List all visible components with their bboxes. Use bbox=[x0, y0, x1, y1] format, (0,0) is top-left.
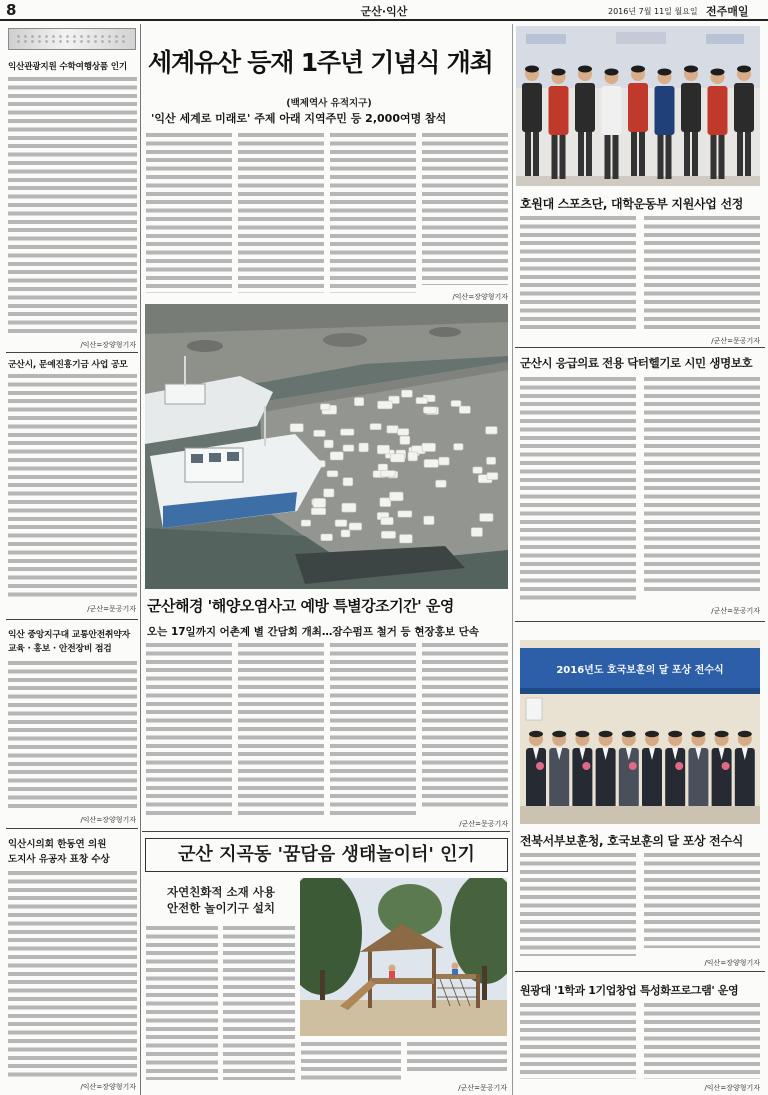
tourism-headline: 익산관광지원 수학여행상품 인기 bbox=[8, 62, 128, 72]
playground-photo bbox=[300, 878, 507, 1036]
sandbag bbox=[398, 429, 409, 436]
tourism-byline: /익산=장양형기자 bbox=[80, 341, 136, 349]
sandbag bbox=[400, 436, 410, 444]
sandbag bbox=[424, 459, 438, 467]
top-story-kicker: (백제역사 유적지구) bbox=[286, 98, 372, 109]
recipient-hair bbox=[738, 731, 752, 737]
athlete-hair bbox=[684, 66, 698, 73]
sandbag bbox=[311, 508, 325, 515]
sandbag bbox=[439, 457, 449, 465]
sandbag bbox=[473, 467, 483, 474]
left-column-divider bbox=[140, 24, 141, 1095]
athlete-leg bbox=[525, 130, 531, 176]
right-article-divider bbox=[515, 621, 765, 622]
top-story-body-col1 bbox=[146, 133, 232, 293]
athlete-hair bbox=[605, 69, 619, 76]
sandbag bbox=[341, 530, 350, 537]
center-article-divider bbox=[142, 831, 510, 832]
athlete-jacket bbox=[681, 83, 701, 132]
athlete-leg bbox=[533, 130, 539, 176]
harbor-photo bbox=[145, 304, 508, 589]
athlete-hair bbox=[711, 69, 725, 76]
right-article-divider bbox=[515, 971, 765, 972]
athlete-leg bbox=[711, 133, 717, 179]
sandbag bbox=[387, 426, 398, 434]
top-story-headline: 세계유산 등재 1주년 기념식 개최 bbox=[148, 48, 493, 77]
sports-byline: /군산=문공기자 bbox=[711, 337, 760, 345]
sports-body-col1 bbox=[520, 216, 636, 333]
recipient-hair bbox=[575, 731, 589, 737]
athlete-leg bbox=[578, 130, 584, 176]
helicopter-headline: 군산시 응급의료 전용 닥터헬기로 시민 생명보호 bbox=[520, 356, 753, 370]
playground-headline: 군산 지곡동 '꿈담음 생태놀이터' 인기 bbox=[178, 844, 475, 865]
athlete-leg bbox=[666, 133, 672, 179]
athlete-leg bbox=[719, 133, 725, 179]
athlete-hair bbox=[737, 66, 751, 73]
sandbag bbox=[335, 520, 347, 527]
athlete-leg bbox=[737, 130, 743, 176]
athlete-hair bbox=[525, 66, 539, 73]
helicopter-body-col2 bbox=[644, 377, 760, 595]
athlete-jacket bbox=[734, 83, 754, 132]
arts-fund-headline: 군산시, 문예진흥기금 사업 공모 bbox=[8, 360, 128, 370]
sandbag bbox=[330, 452, 343, 460]
athlete-hair bbox=[552, 69, 566, 76]
sandbag bbox=[451, 401, 461, 407]
section-logo bbox=[8, 28, 136, 50]
athlete-leg bbox=[586, 130, 592, 176]
playground-body-col1 bbox=[146, 926, 218, 1080]
top-story-subhead: '익산 세계로 미래로' 주제 아래 지역주민 등 2,000여명 참석 bbox=[151, 112, 447, 125]
sandbag bbox=[381, 531, 395, 538]
athlete-leg bbox=[658, 133, 664, 179]
sandbag bbox=[320, 404, 330, 410]
sandbag bbox=[380, 498, 391, 507]
sandbag bbox=[422, 443, 436, 451]
veterans-byline: /익산=장양형기자 bbox=[704, 959, 760, 967]
council-award-headline-line1: 익산시의회 한동연 의원 bbox=[8, 839, 107, 850]
sandbag bbox=[381, 471, 395, 477]
flower-bouquet bbox=[582, 762, 590, 770]
university-byline: /익산=장양형기자 bbox=[704, 1084, 760, 1092]
sandbag bbox=[390, 492, 404, 501]
veterans-body-col2 bbox=[644, 853, 760, 948]
page-number: 8 bbox=[6, 1, 17, 19]
university-body-col1 bbox=[520, 1003, 636, 1079]
recipient-hair bbox=[622, 731, 636, 737]
sandbag bbox=[343, 478, 353, 486]
university-headline: 원광대 '1학과 1기업창업 특성화프로그램' 운영 bbox=[520, 984, 739, 997]
recipient-hair bbox=[715, 731, 729, 737]
sandbag bbox=[402, 390, 413, 397]
university-body-col2 bbox=[644, 1003, 760, 1079]
coast-guard-subhead: 오는 17일까지 어촌계 별 간담회 개최…잠수펌프 철거 등 현장홍보 단속 bbox=[147, 626, 479, 638]
athlete-jacket bbox=[549, 86, 569, 135]
sandbag bbox=[327, 471, 338, 477]
sandbag bbox=[398, 511, 412, 517]
sandbag bbox=[459, 406, 470, 413]
award-ceremony-image bbox=[520, 640, 760, 824]
playground-body-col4 bbox=[407, 1042, 507, 1072]
top-story-body-col4 bbox=[422, 133, 508, 285]
sandbag bbox=[324, 489, 334, 497]
top-story-body-col2 bbox=[238, 133, 324, 293]
harbor-photo-image bbox=[145, 304, 508, 589]
playground-subhead bbox=[146, 884, 296, 916]
sandbag bbox=[487, 457, 496, 464]
sandbag bbox=[486, 427, 498, 435]
sandbag bbox=[424, 516, 434, 525]
arts-fund-byline: /군산=문공기자 bbox=[87, 605, 136, 613]
arts-fund-body bbox=[8, 374, 137, 601]
coast-guard-body-col1 bbox=[146, 643, 232, 816]
sandbag bbox=[359, 443, 369, 452]
header-rule bbox=[0, 19, 768, 21]
athlete-hair bbox=[578, 66, 592, 73]
flower-bouquet bbox=[536, 762, 544, 770]
athlete-leg bbox=[684, 130, 690, 176]
athlete-jacket bbox=[655, 86, 675, 135]
recipient-hair bbox=[552, 731, 566, 737]
flower-bouquet bbox=[629, 762, 637, 770]
athlete-leg bbox=[552, 133, 558, 179]
sandbag bbox=[378, 401, 393, 409]
coast-guard-body-col2 bbox=[238, 643, 324, 816]
playground-body-col2 bbox=[223, 926, 295, 1080]
sandbag bbox=[342, 503, 356, 512]
athlete-jacket bbox=[522, 83, 542, 132]
top-story-body-col3 bbox=[330, 133, 416, 293]
playground-subhead-line1: 자연친화적 소재 사용 bbox=[167, 885, 275, 899]
coast-guard-headline: 군산해경 '해양오염사고 예방 특별강조기간' 운영 bbox=[147, 597, 454, 615]
sandbag bbox=[480, 514, 494, 522]
athlete-leg bbox=[605, 133, 611, 179]
athlete-jacket bbox=[602, 86, 622, 135]
athletes-photo bbox=[516, 26, 760, 186]
left-article-divider bbox=[6, 352, 138, 353]
traffic-safety-headline-line1: 익산 중앙지구대 교통안전취약자 bbox=[8, 630, 130, 640]
paper-name: 전주매일 bbox=[706, 5, 749, 18]
athlete-leg bbox=[745, 130, 751, 176]
athletes-photo-image bbox=[516, 26, 760, 186]
helicopter-body-col1 bbox=[520, 377, 636, 603]
veterans-body-col1 bbox=[520, 853, 636, 956]
sandbag bbox=[354, 398, 363, 406]
athlete-leg bbox=[639, 130, 645, 176]
sandbag bbox=[324, 440, 333, 448]
traffic-safety-byline: /익산=장양형기자 bbox=[80, 816, 136, 824]
helicopter-byline: /군산=문공기자 bbox=[711, 607, 760, 615]
council-award-body bbox=[8, 871, 137, 1078]
flower-bouquet bbox=[675, 762, 683, 770]
sandbag bbox=[313, 498, 326, 507]
sandbag bbox=[487, 473, 498, 480]
traffic-safety-headline bbox=[8, 628, 138, 656]
sandbag bbox=[408, 452, 418, 461]
section-title: 군산·익산 bbox=[360, 5, 408, 18]
council-award-headline-line2: 도지사 유공자 표창 수상 bbox=[8, 854, 110, 865]
sandbag bbox=[416, 397, 427, 403]
tourism-body bbox=[8, 77, 137, 337]
sandbag bbox=[400, 535, 413, 544]
sandbag bbox=[377, 445, 389, 454]
left-article-divider bbox=[6, 619, 138, 620]
sandbag bbox=[301, 520, 311, 526]
award-ceremony-photo bbox=[520, 640, 760, 824]
right-column-divider bbox=[512, 24, 513, 1095]
playground-photo-image bbox=[300, 878, 507, 1036]
athlete-jacket bbox=[575, 83, 595, 132]
veterans-headline: 전북서부보훈청, 호국보훈의 달 포상 전수식 bbox=[520, 834, 744, 848]
traffic-safety-body bbox=[8, 661, 137, 812]
recipient-hair bbox=[691, 731, 705, 737]
council-award-byline: /익산=장양형기자 bbox=[80, 1083, 136, 1091]
playground-body-col3 bbox=[301, 1042, 401, 1080]
athlete-jacket bbox=[708, 86, 728, 135]
issue-date: 2016년 7월 11일 월요일 bbox=[608, 7, 698, 16]
athlete-leg bbox=[613, 133, 619, 179]
coast-guard-body-col4 bbox=[422, 643, 508, 808]
coast-guard-byline: /군산=문공기자 bbox=[459, 820, 508, 828]
sandbag bbox=[343, 445, 354, 452]
sandbag bbox=[370, 424, 381, 430]
council-award-headline bbox=[8, 837, 138, 867]
sandbag bbox=[454, 444, 464, 451]
playground-byline: /군산=문공기자 bbox=[458, 1084, 507, 1092]
athlete-leg bbox=[631, 130, 637, 176]
sandbag bbox=[290, 424, 303, 432]
sports-headline: 호원대 스포츠단, 대학운동부 지원사업 선정 bbox=[520, 197, 744, 211]
recipient-hair bbox=[599, 731, 613, 737]
sandbag bbox=[349, 523, 362, 530]
sandbag bbox=[321, 534, 333, 541]
ground bbox=[300, 1000, 507, 1036]
sandbag bbox=[341, 429, 355, 435]
right-article-divider bbox=[515, 347, 765, 348]
athlete-hair bbox=[658, 69, 672, 76]
sandbag bbox=[423, 407, 436, 414]
recipient-hair bbox=[645, 731, 659, 737]
playground-headline-box bbox=[145, 838, 508, 872]
sandbag bbox=[381, 517, 394, 524]
sandbag bbox=[314, 430, 326, 436]
sandbag bbox=[436, 480, 447, 487]
traffic-safety-headline-line2: 교육 · 홍보 · 안전장비 점검 bbox=[8, 644, 112, 654]
top-story-byline: /익산=장양형기자 bbox=[452, 293, 508, 301]
left-article-divider bbox=[6, 828, 138, 829]
athlete-hair bbox=[631, 66, 645, 73]
recipient-hair bbox=[529, 731, 543, 737]
coast-guard-body-col3 bbox=[330, 643, 416, 816]
athlete-leg bbox=[560, 133, 566, 179]
flag-icon bbox=[526, 698, 542, 720]
athlete-leg bbox=[692, 130, 698, 176]
ceremony-banner-text: 2016년도 호국보훈의 달 포상 전수식 bbox=[556, 665, 724, 676]
recipient-hair bbox=[668, 731, 682, 737]
flower-bouquet bbox=[722, 762, 730, 770]
sandbag bbox=[391, 454, 405, 462]
sandbag bbox=[471, 528, 482, 537]
playground-subhead-line2: 안전한 놀이기구 설치 bbox=[167, 901, 275, 915]
athlete-jacket bbox=[628, 83, 648, 132]
sports-body-col2 bbox=[644, 216, 760, 333]
